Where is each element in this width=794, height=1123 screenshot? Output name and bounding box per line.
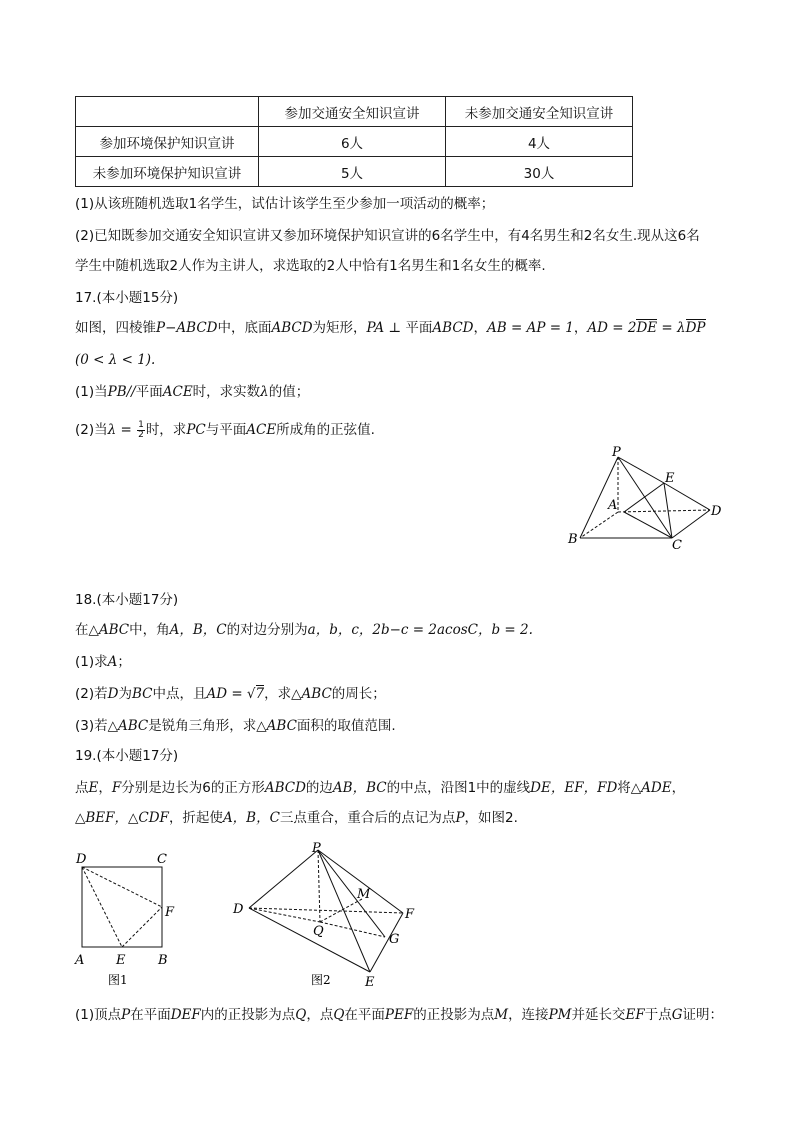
text: 将 xyxy=(617,780,631,796)
text: 平面 xyxy=(135,384,163,400)
table-header-cell: 参加交通安全知识宣讲 xyxy=(259,97,446,127)
square-figure-1 xyxy=(68,848,198,993)
text: 如图，四棱锥 xyxy=(75,320,156,336)
text: 的对边分别为 xyxy=(226,622,308,638)
text: 为 xyxy=(118,686,132,702)
math: P−ABCD xyxy=(156,320,218,336)
pyramid-figure xyxy=(560,445,730,555)
survey-table xyxy=(75,96,633,187)
q19-part1 xyxy=(75,1005,723,1025)
text: 点 xyxy=(75,780,89,796)
q18-statement xyxy=(75,620,533,640)
text: (1)求 xyxy=(75,654,108,670)
q18-part2 xyxy=(75,684,386,704)
table-cell: 4人 xyxy=(446,127,633,157)
text: (2)当 xyxy=(75,422,108,438)
text: 在 xyxy=(75,622,89,638)
text: (3)若 xyxy=(75,718,108,734)
vector-dp: DP xyxy=(685,320,706,336)
text: 是锐角三角形，求 xyxy=(148,718,257,734)
math: △ADE xyxy=(630,780,672,796)
label-f: F xyxy=(165,905,175,920)
table-cell: 5人 xyxy=(259,157,446,187)
text: ， xyxy=(98,780,112,796)
text: 并延长交 xyxy=(571,1007,626,1023)
q17-condition: (0 < λ < 1). xyxy=(75,352,156,368)
q17-statement xyxy=(75,318,706,338)
label-p: P xyxy=(312,841,321,856)
math: △BEF，△CDF xyxy=(75,810,169,826)
text: 的正投影为点 xyxy=(413,1007,495,1023)
label-d: D xyxy=(233,902,244,917)
math: D xyxy=(107,686,119,702)
math: A，B，C xyxy=(222,810,280,826)
math: AB = AP = 1 xyxy=(487,320,574,336)
text: 中，角 xyxy=(129,622,170,638)
math: ABCD xyxy=(271,320,313,336)
math: DEF xyxy=(170,1007,201,1023)
text: 的值； xyxy=(268,384,310,400)
text: ，求 xyxy=(264,686,292,702)
text: ，点 xyxy=(306,1007,334,1023)
label-e: E xyxy=(665,471,675,486)
label-c: C xyxy=(157,852,167,867)
label-c: C xyxy=(672,538,682,553)
q16-part1: (1)从该班随机选取1名学生，试估计该学生至少参加一项活动的概率； xyxy=(75,196,495,212)
math: △ABC xyxy=(256,718,297,734)
q19-heading: 19.(本小题17分) xyxy=(75,748,179,764)
table-header-cell xyxy=(76,97,259,127)
label-m: M xyxy=(357,887,371,902)
fraction-one-half xyxy=(137,421,145,440)
math: DE，EF，FD xyxy=(530,780,618,796)
label-f: F xyxy=(405,907,415,922)
table-cell: 未参加环境保护知识宣讲 xyxy=(76,157,259,187)
text: 所成角的正弦值. xyxy=(276,422,375,438)
text: 为矩形， xyxy=(312,320,367,336)
text: (1)当 xyxy=(75,384,108,400)
text: ， xyxy=(671,780,686,796)
figure-1-caption: 图1 xyxy=(108,973,128,987)
q16-part2-line2: 学生中随机选取2人作为主讲人，求选取的2人中恰有1名男生和1名女生的概率. xyxy=(75,258,546,274)
math: Q xyxy=(295,1007,307,1023)
q17-part1 xyxy=(75,382,309,402)
text: ； xyxy=(117,654,131,670)
text: ，如图2. xyxy=(464,810,518,826)
denominator: 2 xyxy=(138,429,144,440)
math: Q xyxy=(333,1007,345,1023)
text: (1)顶点 xyxy=(75,1007,122,1023)
table-row xyxy=(76,127,633,157)
label-p: P xyxy=(612,445,621,460)
text: 时，求 xyxy=(145,422,187,438)
math: A xyxy=(107,654,118,670)
label-a: A xyxy=(608,498,618,513)
math: P xyxy=(455,810,465,826)
text: ， xyxy=(473,320,487,336)
math: a，b，c，2b−c = 2acosC，b = 2. xyxy=(307,622,533,638)
text: 在平面 xyxy=(130,1007,171,1023)
text: 的边 xyxy=(305,780,333,796)
q19-statement-line1 xyxy=(75,778,685,798)
math: AD = 2 xyxy=(587,320,637,336)
math: F xyxy=(111,780,122,796)
label-d: D xyxy=(711,504,722,519)
text: ，折起使 xyxy=(168,810,223,826)
text: 在平面 xyxy=(344,1007,385,1023)
q16-part2-line1: (2)已知既参加交通安全知识宣讲又参加环境保护知识宣讲的6名学生中，有4名男生和2名女生.现从这6名 xyxy=(75,228,700,244)
text: 时，求实数 xyxy=(192,384,261,400)
text: ， xyxy=(573,320,588,336)
math: PB// xyxy=(107,384,136,400)
text: (2)若 xyxy=(75,686,108,702)
text: 分别是边长为6的正方形 xyxy=(121,780,265,796)
math: P xyxy=(121,1007,131,1023)
math: λ = xyxy=(107,422,137,438)
tetrahedron-figure-2 xyxy=(225,838,425,993)
math: ACE xyxy=(162,384,193,400)
math: △ABC xyxy=(88,622,130,638)
math: PC xyxy=(186,422,206,438)
figure-2-caption: 图2 xyxy=(311,973,331,987)
math: ABCD xyxy=(432,320,474,336)
math: PM xyxy=(548,1007,572,1023)
table-cell: 6人 xyxy=(259,127,446,157)
math: A，B，C xyxy=(169,622,227,638)
table-row xyxy=(76,157,633,187)
text: 证明： xyxy=(682,1007,724,1023)
q18-part1 xyxy=(75,652,131,672)
math: △ABC xyxy=(107,718,149,734)
q18-heading: 18.(本小题17分) xyxy=(75,592,179,608)
q18-part3 xyxy=(75,716,396,736)
text: 的周长； xyxy=(331,686,386,702)
label-d: D xyxy=(76,852,87,867)
text: ，连接 xyxy=(508,1007,549,1023)
math: AB，BC xyxy=(332,780,387,796)
q17-heading: 17.(本小题15分) xyxy=(75,290,179,306)
q17-part2 xyxy=(75,420,375,440)
math: λ xyxy=(260,384,269,400)
text: 于点 xyxy=(644,1007,672,1023)
label-a: A xyxy=(75,953,85,968)
sqrt-radicand: 7 xyxy=(255,686,265,702)
label-b: B xyxy=(568,532,578,547)
table-header-row xyxy=(76,97,633,127)
math: E xyxy=(88,780,99,796)
text: 的中点，沿图1中的虚线 xyxy=(386,780,531,796)
label-q: Q xyxy=(313,924,324,939)
math: ACE xyxy=(246,422,277,438)
label-b: B xyxy=(158,953,168,968)
math: BC xyxy=(131,686,153,702)
label-e: E xyxy=(365,975,375,990)
math: EF xyxy=(625,1007,645,1023)
text: 与平面 xyxy=(205,422,247,438)
table-cell: 30人 xyxy=(446,157,633,187)
text: 中，底面 xyxy=(217,320,272,336)
label-g: G xyxy=(389,932,400,947)
table-header-cell: 未参加交通安全知识宣讲 xyxy=(446,97,633,127)
math: ABCD xyxy=(264,780,306,796)
math: G xyxy=(671,1007,683,1023)
text: 三点重合，重合后的点记为点 xyxy=(279,810,456,826)
math: △ABC xyxy=(291,686,332,702)
math: = λ xyxy=(657,320,686,336)
table-cell: 参加环境保护知识宣讲 xyxy=(76,127,259,157)
vector-de: DE xyxy=(636,320,658,336)
text: 中点，且 xyxy=(152,686,207,702)
text: 面积的取值范围. xyxy=(296,718,396,734)
q19-statement-line2 xyxy=(75,808,518,828)
math: AD = √ xyxy=(206,686,256,702)
text: 平面 xyxy=(405,320,433,336)
numerator: 1 xyxy=(138,419,144,430)
math: PA ⊥ xyxy=(366,320,406,336)
label-e: E xyxy=(116,953,126,968)
math: M xyxy=(494,1007,509,1023)
math: PEF xyxy=(384,1007,414,1023)
text: 内的正投影为点 xyxy=(200,1007,296,1023)
